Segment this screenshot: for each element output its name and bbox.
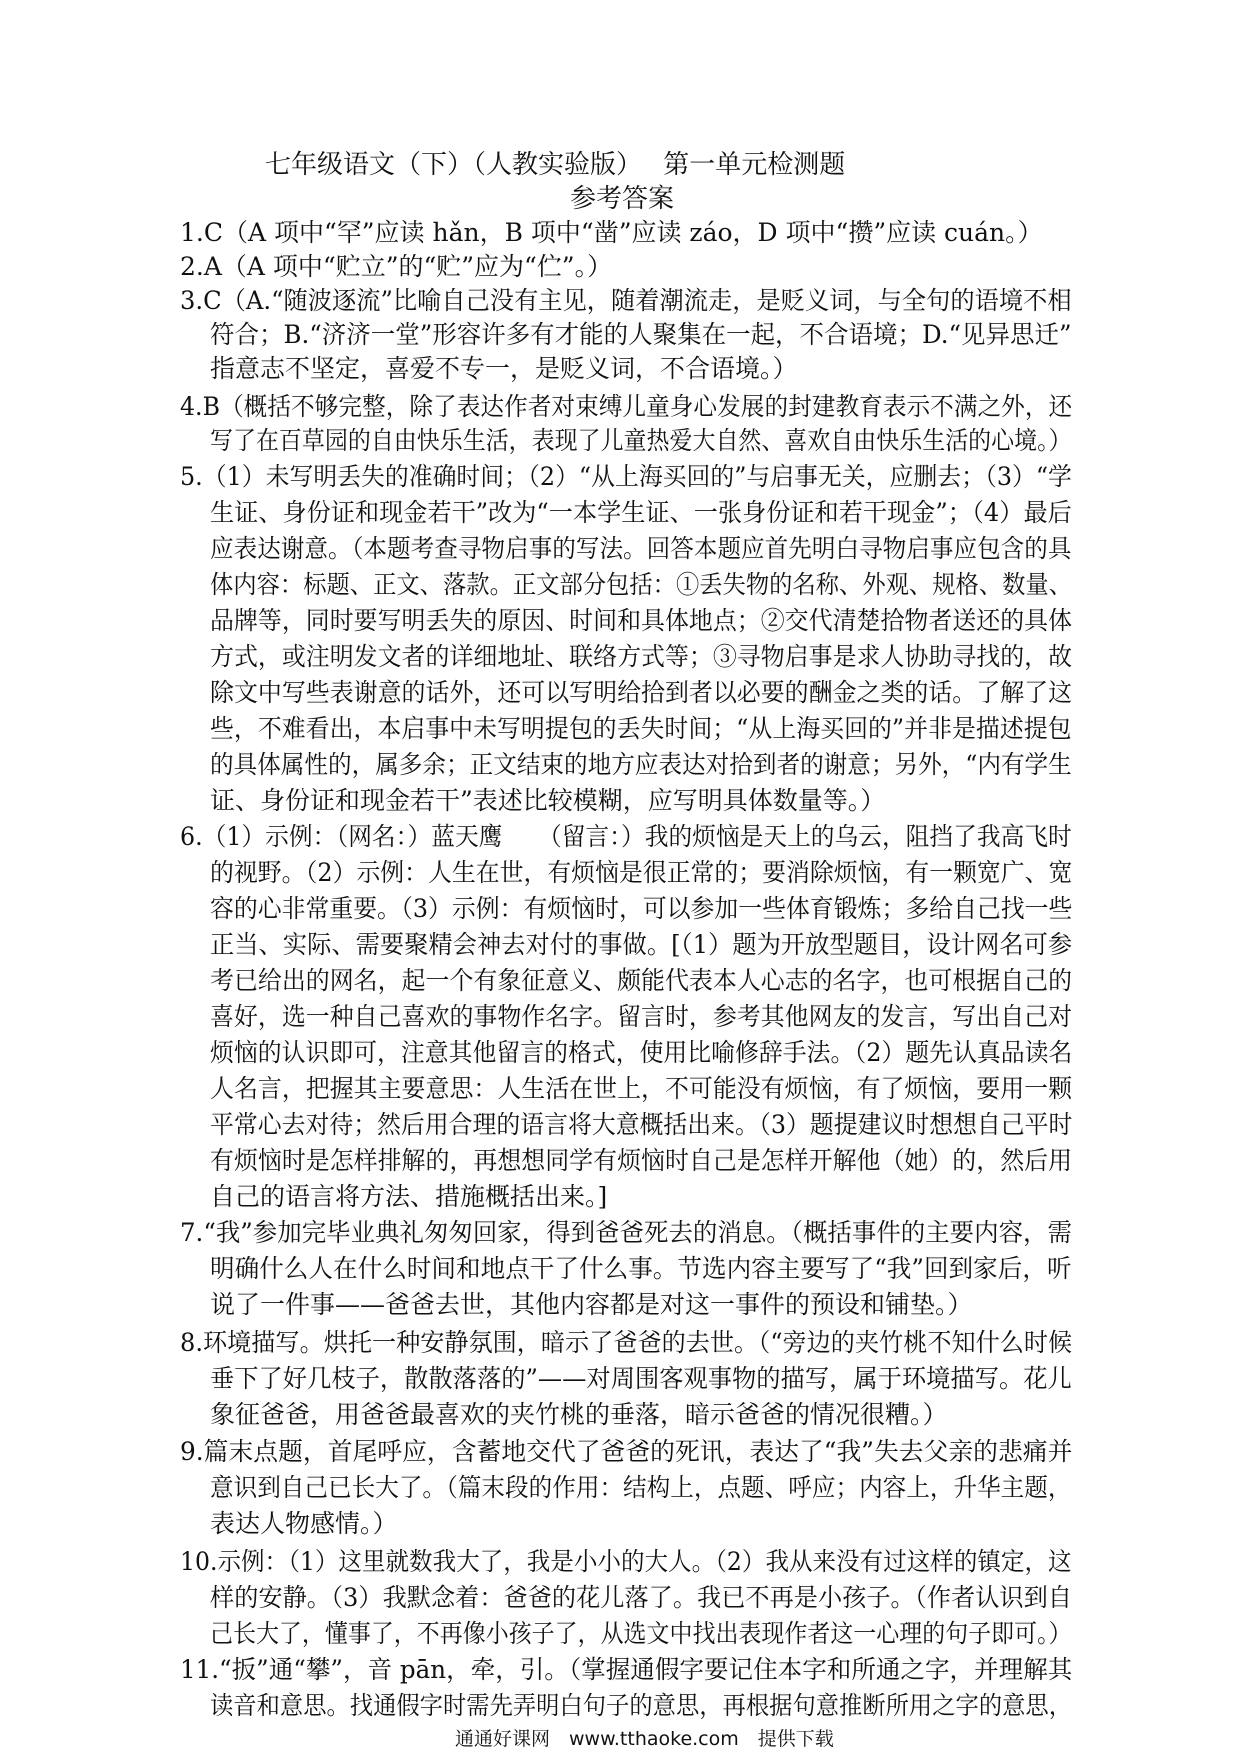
answer-6-line-5: 考已给出的网名，起一个有象征意义、颇能代表本人心志的名字，也可根据自己的 — [210, 966, 1073, 995]
answer-5-line-5: 品牌等，同时要写明丢失的原因、时间和具体地点；②交代清楚拾物者送还的具体 — [210, 606, 1073, 635]
answer-3-line-3: 指意志不坚定，喜爱不专一，是贬义词，不合语境。） — [210, 354, 798, 383]
answer-4-line-1: 4.B（概括不够完整，除了表达作者对束缚儿童身心发展的封建教育表示不满之外，还 — [180, 392, 1073, 421]
answer-5-line-3: 应表达谢意。（本题考查寻物启事的写法。回答本题应首先明白寻物启事应包含的具 — [210, 534, 1072, 563]
answer-6-line-11: 自己的语言将方法、措施概括出来。] — [210, 1182, 608, 1211]
answer-5-line-1: 5.（1）未写明丢失的准确时间；（2）“从上海买回的”与启事无关，应删去；（3）“学 — [180, 462, 1072, 491]
answer-6-line-8: 人名言，把握其主要意思：人生活在世上，不可能没有烦恼，有了烦恼，要用一颗 — [210, 1074, 1073, 1103]
answer-5-line-7: 除文中写些表谢意的话外，还可以写明给拾到者以必要的酬金之类的话。了解了这 — [210, 678, 1073, 707]
answer-8-line-3: 象征爸爸，用爸爸最喜欢的夹竹桃的垂落，暗示爸爸的情况很糟。） — [210, 1400, 948, 1429]
answer-10-line-1: 10.示例：（1）这里就数我大了，我是小小的大人。（2）我从来没有过这样的镇定，这 — [180, 1547, 1072, 1576]
answer-3-line-1: 3.C（A.“随波逐流”比喻自己没有主见，随着潮流走，是贬义词，与全句的语境不相 — [180, 286, 1072, 315]
answer-6-line-2: 的视野。（2）示例：人生在世，有烦恼是很正常的；要消除烦恼，有一颗宽广、宽 — [210, 858, 1073, 887]
answer-3-line-2: 符合；B.“济济一堂”形容许多有才能的人聚集在一起，不合语境；D.“见异思迁” — [210, 320, 1072, 349]
answer-10-line-2: 样的安静。（3）我默念着：爸爸的花儿落了。我已不再是小孩子。（作者认识到自 — [210, 1583, 1072, 1612]
answer-2-line-1: 2.A（A 项中“贮立”的“贮”应为“伫”。） — [180, 252, 613, 281]
answer-9-line-2: 意识到自己已长大了。（篇末段的作用：结构上，点题、呼应；内容上，升华主题， — [210, 1473, 1072, 1502]
answer-7-line-3: 说了一件事——爸爸去世，其他内容都是对这一事件的预设和铺垫。） — [210, 1290, 973, 1319]
answer-11-line-1: 11.“扳”通“攀”，音 pān，牵，引。（掌握通假字要记住本字和所通之字，并理解其 — [180, 1655, 1073, 1684]
answer-5-line-2: 生证、身份证和现金若干”改为“一本学生证、一张身份证和若干现金”；（4）最后 — [210, 498, 1072, 527]
answer-8-line-2: 垂下了好几枝子，散散落落的”——对周围客观事物的描写，属于环境描写。花儿 — [210, 1364, 1072, 1393]
answer-6-line-10: 有烦恼时是怎样排解的，再想想同学有烦恼时自己是怎样开解他（她）的，然后用 — [210, 1146, 1073, 1175]
answer-6-line-4: 正当、实际、需要聚精会神去对付的事做。[（1）题为开放型题目，设计网名可参 — [210, 930, 1073, 959]
answer-5-line-9: 的具体属性的，属多余；正文结束的地方应表达对拾到者的谢意；另外，“内有学生 — [210, 750, 1072, 779]
answer-4-line-2: 写了在百草园的自由快乐生活，表现了儿童热爱大自然、喜欢自由快乐生活的心境。） — [210, 426, 1072, 455]
answer-7-line-2: 明确什么人在什么时间和地点干了什么事。节选内容主要写了“我”回到家后，听 — [210, 1254, 1072, 1283]
footer-download-note: 通通好课网 www.tthaoke.com 提供下载 — [455, 1728, 834, 1750]
answer-6-line-7: 烦恼的认识即可，注意其他留言的格式，使用比喻修辞手法。（2）题先认真品读名 — [210, 1038, 1073, 1067]
answer-5-line-8: 些，不难看出，本启事中未写明提包的丢失时间；“从上海买回的”并非是描述提包 — [210, 714, 1072, 743]
answer-9-line-1: 9.篇末点题，首尾呼应，含蓄地交代了爸爸的死讯，表达了“我”失去父亲的悲痛并 — [180, 1437, 1073, 1466]
answer-6-line-6: 喜好，选一种自己喜欢的事物作名字。留言时，参考其他网友的发言，写出自己对 — [210, 1002, 1073, 1031]
page-title: 七年级语文（下）（人教实验版） 第一单元检测题 — [265, 150, 846, 180]
answer-6-line-1: 6.（1）示例：（网名：）蓝天鹰 （留言：）我的烦恼是天上的乌云，阻挡了我高飞时 — [180, 822, 1072, 851]
answer-5-line-4: 体内容：标题、正文、落款。正文部分包括：①丢失物的名称、外观、规格、数量、 — [210, 570, 1073, 599]
answer-1-line-1: 1.C（A 项中“罕”应读 hǎn，B 项中“凿”应读 záo，D 项中“攒”应读 cuán。） — [180, 218, 1043, 247]
page-subtitle: 参考答案 — [570, 184, 675, 214]
answer-5-line-6: 方式，或注明发文者的详细地址、联络方式等；③寻物启事是求人协助寻找的，故 — [210, 642, 1073, 671]
answer-6-line-3: 容的心非常重要。（3）示例：有烦恼时，可以参加一些体育锻炼；多给自己找一些 — [210, 894, 1073, 923]
answer-7-line-1: 7.“我”参加完毕业典礼匆匆回家，得到爸爸死去的消息。（概括事件的主要内容，需 — [180, 1218, 1072, 1247]
answer-6-line-9: 平常心去对待；然后用合理的语言将大意概括出来。（3）题提建议时想想自己平时 — [210, 1110, 1073, 1139]
answer-5-line-10: 证、身份证和现金若干”表述比较模糊，应写明具体数量等。） — [210, 786, 886, 815]
answer-10-line-3: 己长大了，懂事了，不再像小孩子了，从选文中找出表现作者这一心理的句子即可。） — [210, 1619, 1072, 1648]
answer-9-line-3: 表达人物感情。） — [210, 1509, 398, 1538]
answer-8-line-1: 8.环境描写。烘托一种安静氛围，暗示了爸爸的去世。（“旁边的夹竹桃不知什么时候 — [180, 1328, 1073, 1357]
answer-11-line-2: 读音和意思。找通假字时需先弄明白句子的意思，再根据句意推断所用之字的意思， — [210, 1691, 1073, 1720]
